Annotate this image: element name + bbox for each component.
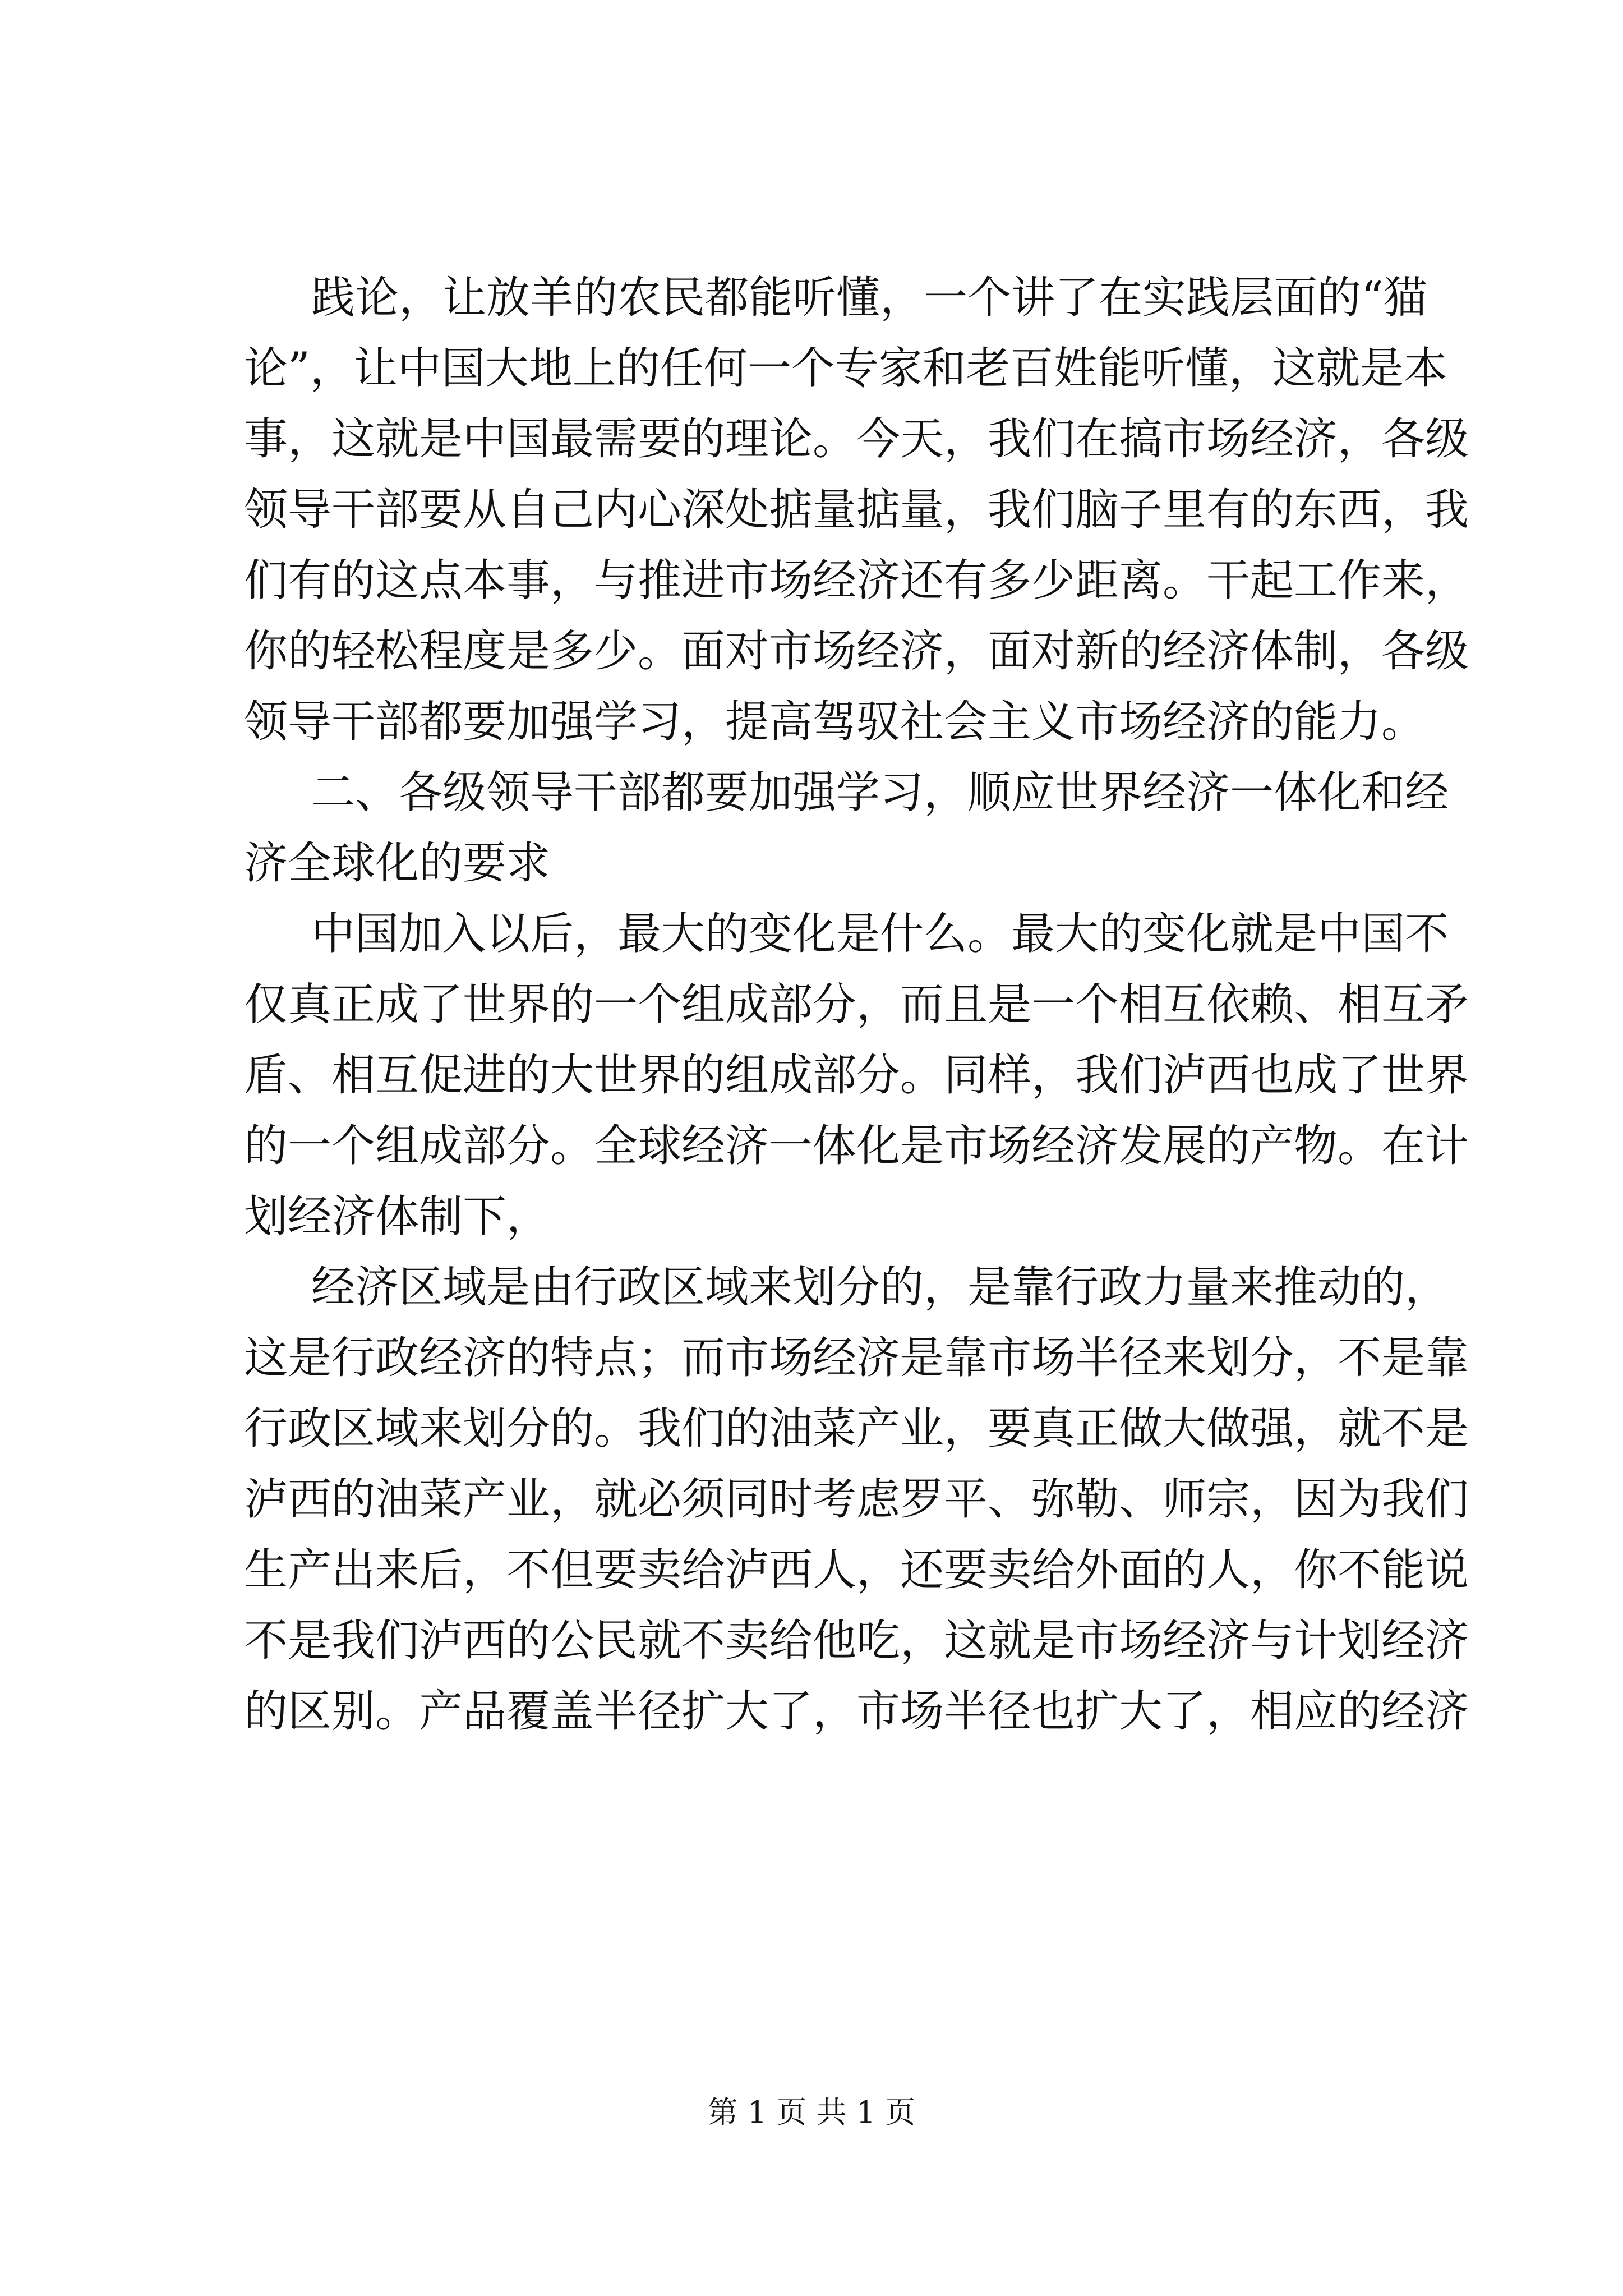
text-line: 划经济体制下， <box>244 1191 551 1242</box>
text-line: 中国加入以后，最大的变化是什么。最大的变化就是中国不 <box>311 909 1449 959</box>
text-line: 济全球化的要求 <box>244 838 551 889</box>
text-line: 们有的这点本事，与推进市场经济还有多少距离。干起工作来， <box>244 555 1469 606</box>
text-line: 生产出来后，不但要卖给泸西人，还要卖给外面的人，你不能说 <box>244 1545 1469 1595</box>
text-line: 不是我们泸西的公民就不卖给他吃，这就是市场经济与计划经济 <box>244 1616 1469 1666</box>
text-line: 的一个组成部分。全球经济一体化是市场经济发展的产物。在计 <box>244 1121 1469 1171</box>
text-line: 盾、相互促进的大世界的组成部分。同样，我们泸西也成了世界 <box>244 1050 1469 1101</box>
page-number-footer: 第 1 页 共 1 页 <box>707 2095 916 2130</box>
text-line: 领导干部都要加强学习，提高驾驭社会主义市场经济的能力。 <box>244 697 1426 747</box>
text-line: 经济区域是由行政区域来划分的，是靠行政力量来推动的， <box>311 1262 1449 1313</box>
text-line: 这是行政经济的特点；而市场经济是靠市场半径来划分，不是靠 <box>244 1333 1469 1383</box>
text-line: 的区别。产品覆盖半径扩大了，市场半径也扩大了，相应的经济 <box>244 1686 1469 1737</box>
text-line: 践论，让放羊的农民都能听懂，一个讲了在实践层面的“猫 <box>311 273 1427 323</box>
text-line: 仅真正成了世界的一个组成部分，而且是一个相互依赖、相互矛 <box>244 979 1469 1030</box>
text-line: 领导干部要从自己内心深处掂量掂量，我们脑子里有的东西，我 <box>244 485 1469 535</box>
text-line: 事，这就是中国最需要的理论。今天，我们在搞市场经济，各级 <box>244 414 1469 464</box>
text-line: 行政区域来划分的。我们的油菜产业，要真正做大做强，就不是 <box>244 1404 1469 1454</box>
document-body <box>244 263 1469 1747</box>
text-line: 泸西的油菜产业，就必须同时考虑罗平、弥勒、师宗，因为我们 <box>244 1474 1469 1525</box>
text-line: 二、各级领导干部都要加强学习，顺应世界经济一体化和经 <box>311 767 1449 818</box>
text-line: 你的轻松程度是多少。面对市场经济，面对新的经济体制，各级 <box>244 626 1469 677</box>
text-line: 论”，让中国大地上的任何一个专家和老百姓能听懂，这就是本 <box>244 343 1447 394</box>
